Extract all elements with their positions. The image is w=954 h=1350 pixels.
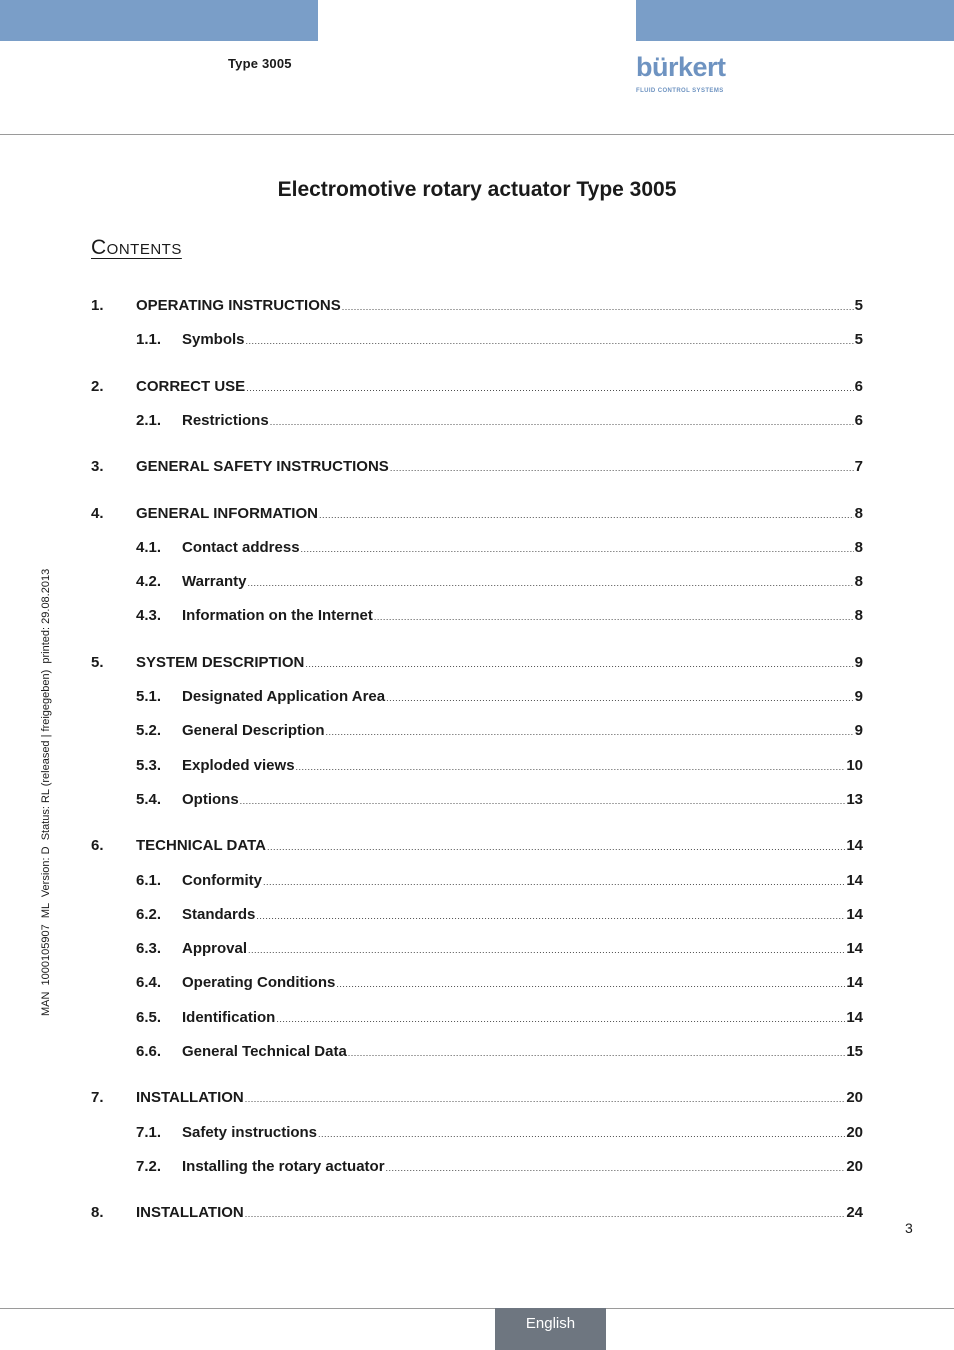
toc-entry[interactable]: [136, 539, 863, 563]
toc-entry[interactable]: [136, 757, 863, 781]
toc-dot-leader: [240, 796, 846, 806]
toc-entry-label: General Technical Data: [182, 1043, 347, 1060]
toc-entry-number: 5.: [91, 653, 104, 671]
toc-entry-label: CORRECT USE: [136, 377, 246, 395]
toc-entry[interactable]: [136, 1043, 863, 1067]
toc-entry[interactable]: [136, 872, 863, 896]
toc-dot-leader: [386, 693, 854, 703]
toc-entry-number: 5.2.: [136, 722, 162, 740]
page-title: Electromotive rotary actuator Type 3005: [277, 178, 677, 201]
header-bar-right: [636, 0, 954, 41]
toc-entry-label: Conformity: [182, 871, 262, 889]
toc-dot-leader: [336, 979, 845, 989]
contents-heading: Contents: [91, 236, 182, 259]
toc-entry-number: 4.: [91, 504, 104, 522]
toc-entry-page: 14: [846, 940, 863, 958]
toc-entry-page: 6: [854, 377, 863, 395]
toc-entry-number: 7.1.: [136, 1123, 162, 1141]
footer-divider: [0, 1308, 954, 1309]
toc-entry[interactable]: [136, 331, 863, 355]
toc-entry[interactable]: [136, 940, 863, 964]
toc-entry-number: 1.: [91, 297, 104, 314]
toc-entry-page: 9: [854, 688, 863, 705]
toc-entry-page: 20: [846, 1123, 863, 1141]
toc-entry-page: 14: [846, 1008, 863, 1026]
toc-entry[interactable]: [91, 1204, 863, 1228]
header-bar-left: [0, 0, 318, 41]
toc-entry-number: 5.3.: [136, 756, 162, 774]
toc-entry[interactable]: [136, 722, 863, 746]
toc-entry-label: Safety instructions: [182, 1123, 318, 1141]
toc-entry-number: 2.1.: [136, 411, 162, 429]
toc-entry-page: 9: [854, 653, 863, 671]
toc-entry-label: Exploded views: [182, 756, 295, 774]
toc-entry-number: 5.1.: [136, 688, 162, 705]
toc-entry-page: 7: [854, 458, 863, 476]
toc-entry[interactable]: [91, 458, 863, 482]
toc-entry[interactable]: [91, 837, 863, 861]
toc-entry-page: 8: [854, 573, 863, 591]
toc-entry[interactable]: [136, 412, 863, 436]
toc-dot-leader: [305, 659, 853, 669]
header-divider: [0, 134, 954, 135]
toc-entry-page: 24: [846, 1204, 863, 1222]
logo-tagline: FLUID CONTROL SYSTEMS: [636, 88, 724, 94]
burkert-logo: [636, 52, 736, 98]
toc-entry-number: 6.3.: [136, 940, 162, 958]
toc-dot-leader: [342, 302, 854, 312]
toc-dot-leader: [276, 1014, 845, 1024]
toc-entry-number: 7.: [91, 1089, 104, 1107]
toc-entry-label: INSTALLATION: [136, 1089, 244, 1107]
toc-entry-label: GENERAL SAFETY INSTRUCTIONS: [136, 458, 389, 476]
toc-dot-leader: [247, 578, 853, 588]
toc-dot-leader: [390, 463, 854, 473]
toc-dot-leader: [319, 510, 854, 520]
toc-entry-label: Contact address: [182, 538, 300, 556]
document-metadata-sidebar: MAN 1000105907 ML Version: D Status: RL (released | freigegeben) printed: 29.08.2013: [40, 568, 52, 1016]
toc-entry-label: Standards: [182, 905, 256, 923]
toc-entry-number: 2.: [91, 377, 104, 395]
toc-entry-page: 10: [846, 756, 863, 774]
toc-entry-page: 15: [846, 1043, 863, 1060]
toc-entry-number: 4.3.: [136, 607, 162, 625]
toc-entry[interactable]: [136, 1158, 863, 1182]
toc-entry-number: 6.: [91, 837, 104, 855]
toc-entry-label: Warranty: [182, 573, 247, 591]
toc-dot-leader: [267, 842, 845, 852]
toc-entry-page: 9: [854, 722, 863, 740]
toc-entry-label: Approval: [182, 940, 248, 958]
toc-entry[interactable]: [136, 791, 863, 815]
toc-entry-number: 8.: [91, 1204, 104, 1222]
toc-entry[interactable]: [136, 607, 863, 631]
logo-wordmark: bürkert: [636, 52, 726, 82]
toc-entry-label: Restrictions: [182, 411, 269, 429]
toc-entry[interactable]: [91, 505, 863, 529]
toc-entry-label: Operating Conditions: [182, 974, 336, 992]
toc-dot-leader: [263, 877, 845, 887]
toc-entry-page: 5: [854, 331, 863, 349]
toc-entry-page: 14: [846, 905, 863, 923]
toc-entry-page: 14: [846, 837, 863, 855]
toc-entry[interactable]: [136, 573, 863, 597]
toc-entry-page: 20: [846, 1157, 863, 1175]
toc-entry-number: 6.4.: [136, 974, 162, 992]
toc-entry-page: 8: [854, 504, 863, 522]
toc-dot-leader: [270, 417, 854, 427]
toc-entry-number: 6.6.: [136, 1043, 162, 1060]
toc-entry[interactable]: [91, 1089, 863, 1113]
toc-entry-number: 7.2.: [136, 1157, 162, 1175]
toc-entry-number: 3.: [91, 458, 104, 476]
toc-entry-number: 6.2.: [136, 905, 162, 923]
toc-entry-label: General Description: [182, 722, 325, 740]
toc-entry-page: 8: [854, 538, 863, 556]
toc-entry[interactable]: [136, 1009, 863, 1033]
toc-entry-label: OPERATING INSTRUCTIONS: [136, 297, 341, 314]
language-tab[interactable]: English: [495, 1308, 606, 1350]
toc-entry-number: 6.5.: [136, 1008, 162, 1026]
toc-entry-label: Information on the Internet: [182, 607, 373, 625]
toc-dot-leader: [326, 727, 854, 737]
toc-entry-page: 14: [846, 974, 863, 992]
toc-entry-label: Identification: [182, 1008, 276, 1026]
toc-entry-page: 8: [854, 607, 863, 625]
toc-entry-page: 13: [846, 790, 863, 808]
toc-entry-page: 20: [846, 1089, 863, 1107]
toc-entry-label: Installing the rotary actuator: [182, 1157, 385, 1175]
toc-dot-leader: [256, 911, 845, 921]
toc-entry-page: 5: [854, 297, 863, 314]
toc-dot-leader: [248, 945, 845, 955]
toc-entry-number: 4.1.: [136, 538, 162, 556]
toc-dot-leader: [318, 1129, 845, 1139]
toc-entry-number: 4.2.: [136, 573, 162, 591]
toc-entry[interactable]: [91, 378, 863, 402]
document-type: Type 3005: [228, 56, 292, 71]
toc-dot-leader: [246, 336, 854, 346]
toc-entry-label: TECHNICAL DATA: [136, 837, 266, 855]
toc-entry[interactable]: [91, 654, 863, 678]
toc-entry-number: 5.4.: [136, 790, 162, 808]
toc-entry-label: Symbols: [182, 331, 245, 349]
toc-entry-number: 6.1.: [136, 871, 162, 889]
toc-entry-label: INSTALLATION: [136, 1204, 244, 1222]
toc-entry-label: SYSTEM DESCRIPTION: [136, 653, 305, 671]
page-number: 3: [905, 1220, 913, 1236]
toc-entry-label: GENERAL INFORMATION: [136, 504, 318, 522]
toc-dot-leader: [374, 612, 854, 622]
toc-entry[interactable]: [91, 297, 863, 321]
toc-entry-label: Options: [182, 790, 239, 808]
toc-entry-page: 14: [846, 871, 863, 889]
toc-dot-leader: [296, 762, 846, 772]
toc-entry[interactable]: [136, 688, 863, 712]
toc-entry[interactable]: [136, 1124, 863, 1148]
toc-dot-leader: [246, 383, 853, 393]
toc-entry-label: Designated Application Area: [182, 688, 386, 705]
toc-entry[interactable]: [136, 906, 863, 930]
toc-dot-leader: [386, 1163, 846, 1173]
toc-entry-page: 6: [854, 411, 863, 429]
toc-dot-leader: [245, 1094, 846, 1104]
toc-dot-leader: [301, 544, 854, 554]
toc-entry[interactable]: [136, 974, 863, 998]
toc-dot-leader: [245, 1209, 846, 1219]
toc-dot-leader: [348, 1048, 846, 1058]
toc-entry-number: 1.1.: [136, 331, 162, 349]
